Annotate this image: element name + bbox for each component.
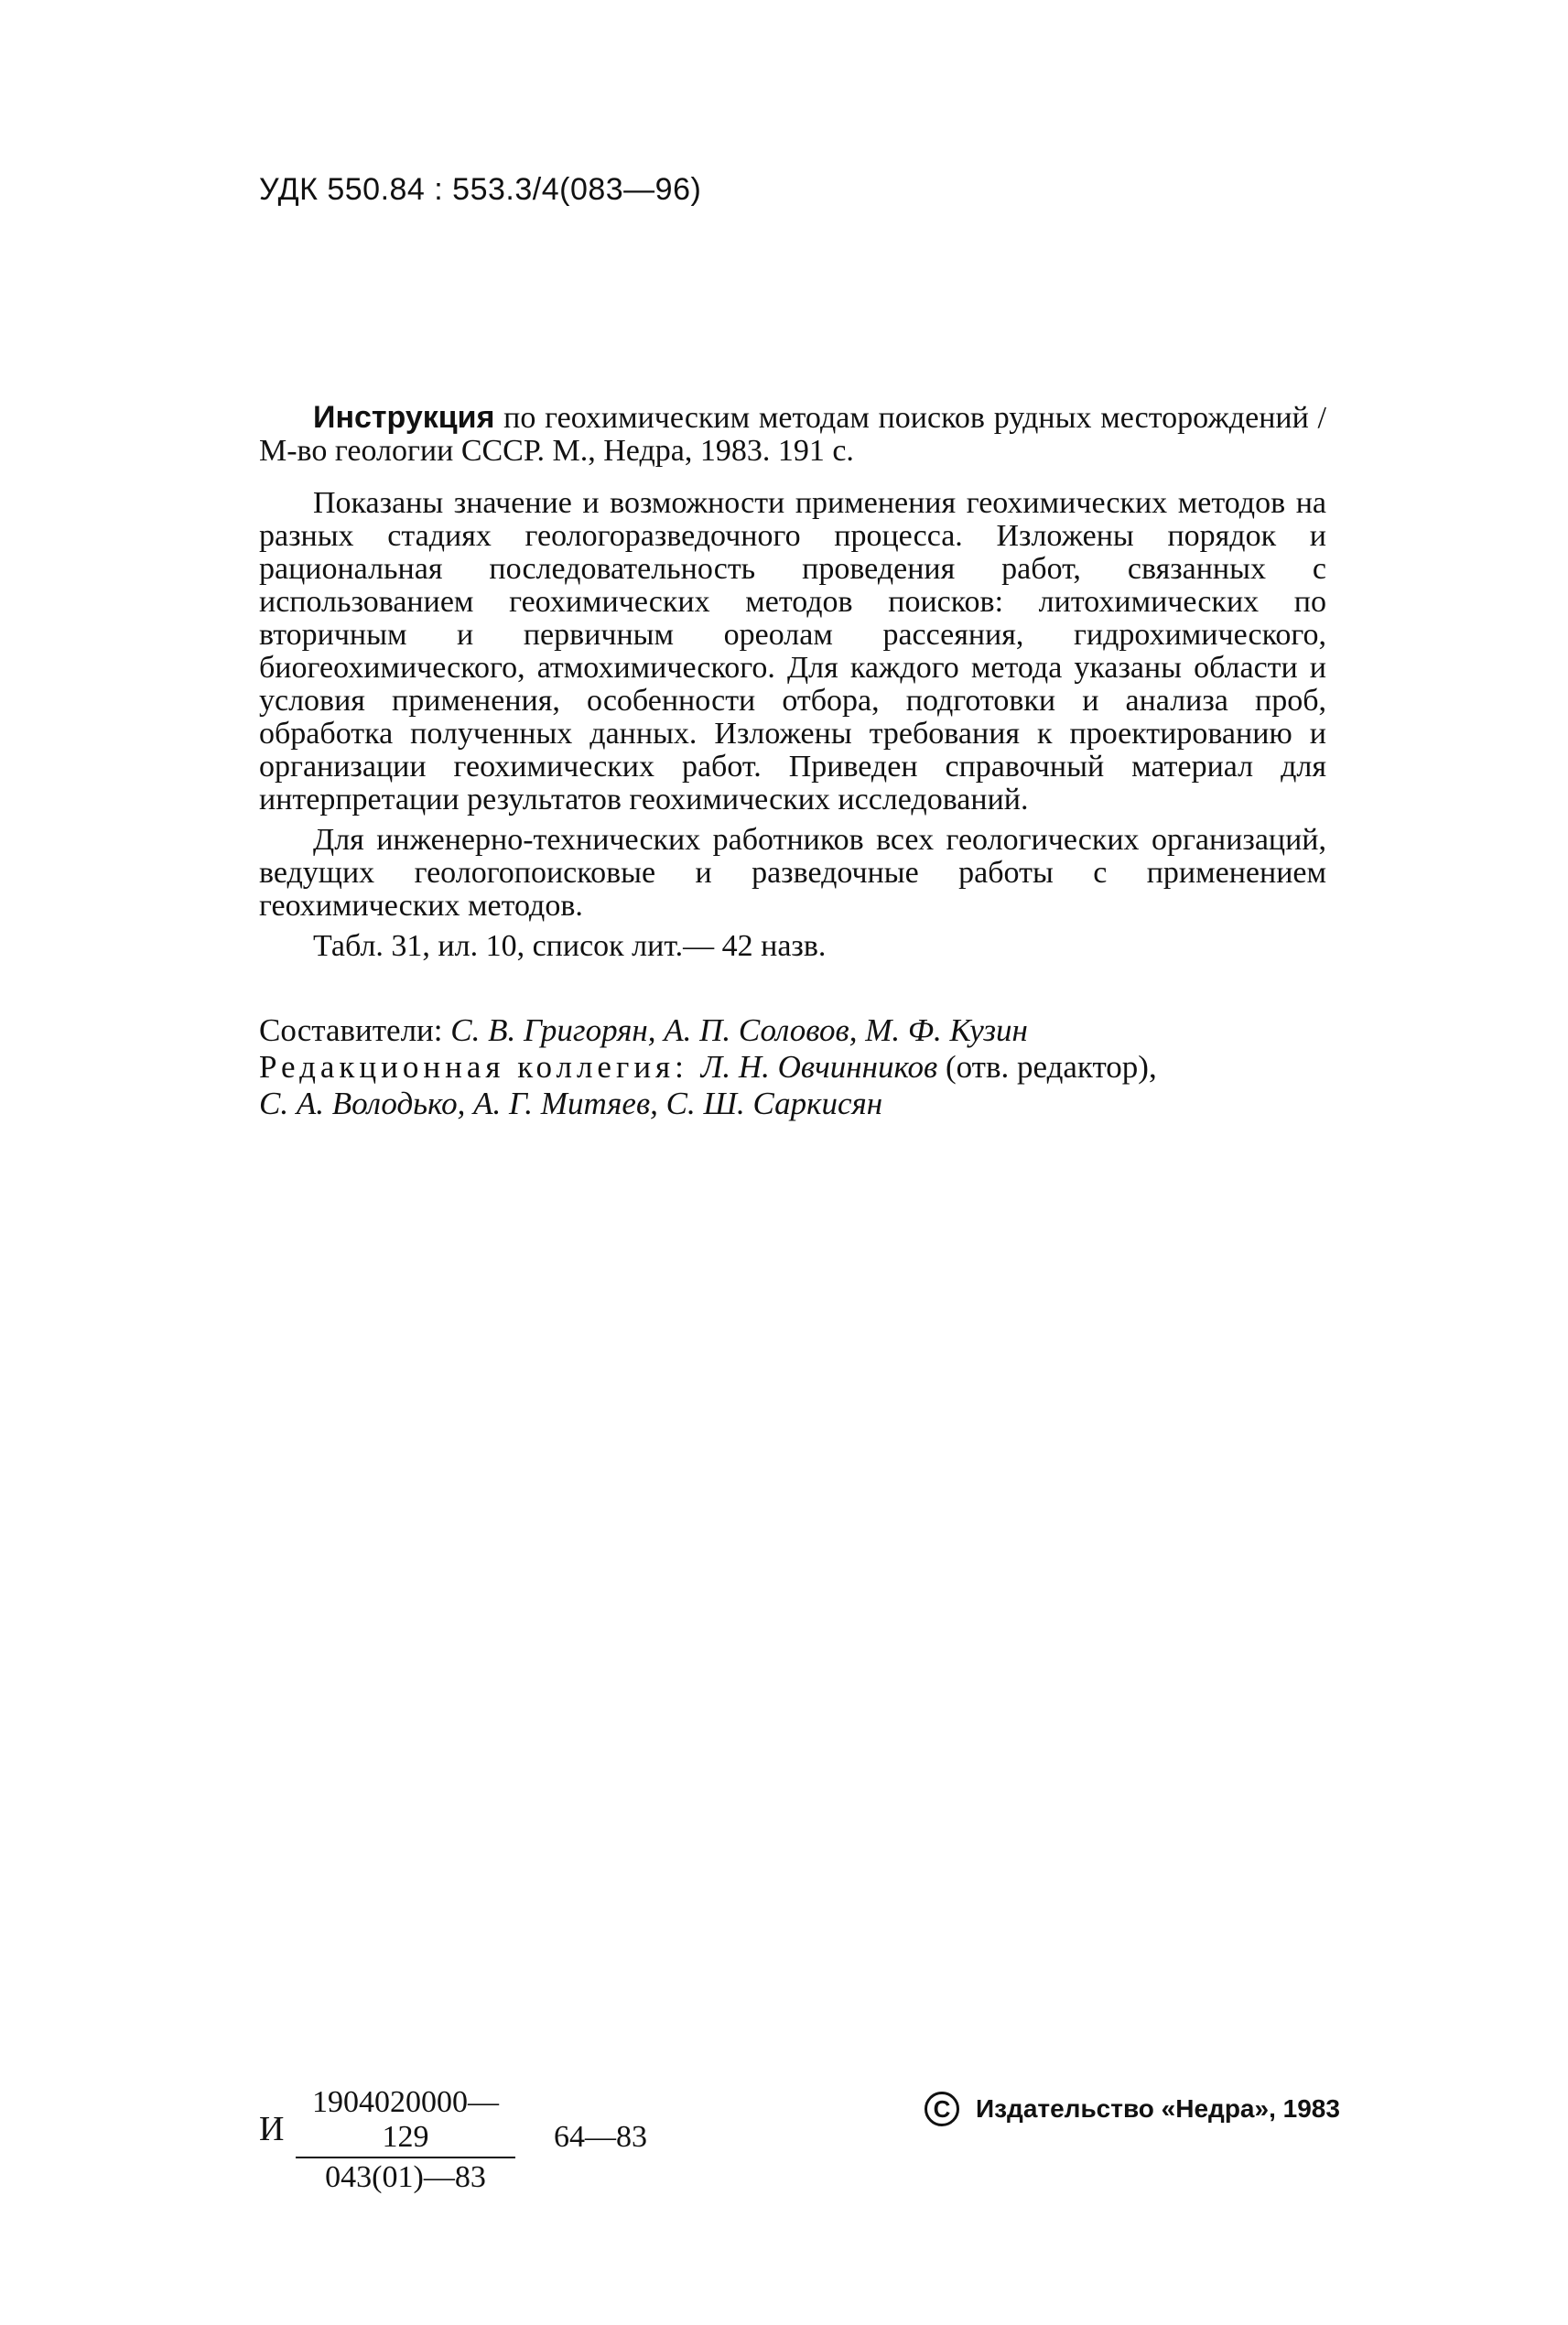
editorial-board-label: Редакционная коллегия: — [259, 1049, 701, 1085]
editorial-board-members: С. А. Володько, А. Г. Митяев, С. Ш. Саркисян — [259, 1086, 883, 1121]
editorial-board-line — [259, 1049, 1326, 1086]
annotation — [259, 487, 1326, 963]
annotation-paragraph-1: Показаны значение и возможности применения геохимических методов на разных стадиях геологоразведочного процесса. Изложены порядок и рациональная последовательность проведения работ, связанных с использованием геохимических методов поисков: литохимических по вторичным и первичным ореолам рассеяния, гидрохимического, биогеохимического, атмохимического. Для каждого метода указаны области и условия применения, особенности отбора, подготовки и анализа проб, обработка полученных данных. Изложены требования к проектированию и организации геохимических работ. Приведен справочный материал для интерпретации результатов геохимических исследований. — [259, 486, 1326, 816]
compilers-names: С. В. Григорян, А. П. Соловов, М. Ф. Кузин — [450, 1012, 1028, 1048]
copyright-notice — [925, 2092, 1340, 2126]
copyright-text: Издательство «Недра», 1983 — [976, 2094, 1340, 2123]
bibliographic-citation — [259, 401, 1326, 468]
annotation-paragraph-3: Табл. 31, ил. 10, список лит.— 42 назв. — [313, 929, 827, 963]
editorial-board-chief-role: (отв. редактор), — [937, 1049, 1157, 1085]
compilers-line — [259, 1012, 1326, 1049]
credits — [259, 1012, 1326, 1122]
copyright-icon: C — [925, 2092, 959, 2126]
imprint-fraction — [296, 2085, 515, 2195]
annotation-paragraph-2: Для инженерно-технических работников всех геологических организаций, ведущих геологопоисковые и разведочные работы с применением геохимических методов. — [259, 823, 1326, 923]
imprint-tail: 64—83 — [554, 2120, 647, 2154]
imprint-code — [259, 2085, 698, 2194]
editorial-board-chief: Л. Н. Овчинников — [700, 1049, 938, 1085]
citation-lead: Инструкция — [313, 400, 495, 435]
imprint-letter: И — [259, 2110, 285, 2148]
citation-rest: по геохимическим методам поисков рудных месторождений / М-во геологии СССР. М., Недра, 1983. 191 с. — [259, 401, 1326, 468]
compilers-label: Составители: — [259, 1012, 451, 1048]
imprint-denominator: 043(01)—83 — [325, 2160, 486, 2194]
imprint-numerator: 1904020000—129 — [296, 2085, 515, 2158]
udk-code: УДК 550.84 : 553.3/4(083—96) — [259, 172, 702, 207]
